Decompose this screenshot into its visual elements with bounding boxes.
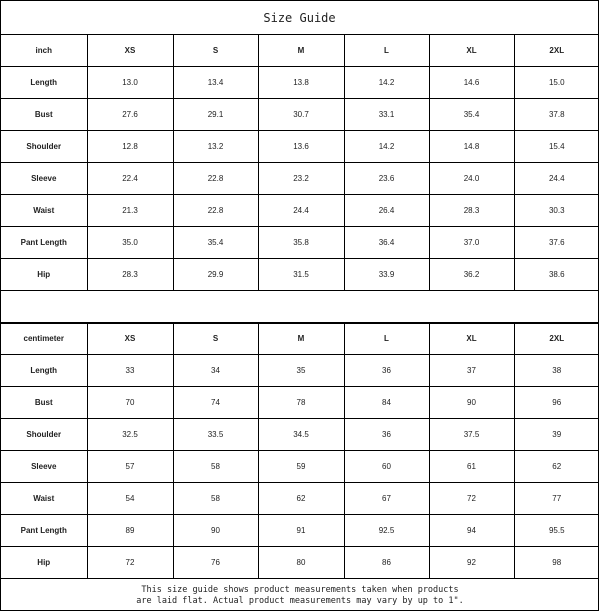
measurement-cell: 74 [173,387,258,419]
measurement-cell: 35.8 [258,227,344,259]
measurement-cell: 35.4 [173,227,258,259]
row-label: Waist [1,483,87,515]
note-line-1: This size guide shows product measurements taken when products [141,584,459,595]
measurement-cell: 39 [514,419,599,451]
measurement-cell: 28.3 [87,259,173,291]
row-label: Length [1,355,87,387]
table-separator [1,290,599,324]
measurement-cell: 13.2 [173,131,258,163]
size-header: L [344,323,429,355]
measurement-cell: 96 [514,387,599,419]
measurement-cell: 14.2 [344,67,429,99]
size-header: 2XL [514,35,599,67]
size-header: L [344,35,429,67]
row-label: Sleeve [1,163,87,195]
measurement-cell: 33 [87,355,173,387]
table-row [1,259,599,291]
measurement-cell: 29.1 [173,99,258,131]
measurement-cell: 78 [258,387,344,419]
size-header: XL [429,35,514,67]
row-label: Waist [1,195,87,227]
measurement-cell: 35 [258,355,344,387]
measurement-cell: 89 [87,515,173,547]
measurement-cell: 22.8 [173,163,258,195]
measurement-cell: 90 [429,387,514,419]
measurement-cell: 67 [344,483,429,515]
measurement-cell: 28.3 [429,195,514,227]
size-header: XS [87,35,173,67]
measurement-cell: 23.2 [258,163,344,195]
row-label: Shoulder [1,131,87,163]
measurement-cell: 12.8 [87,131,173,163]
measurement-cell: 24.4 [258,195,344,227]
measurement-cell: 70 [87,387,173,419]
size-header: XS [87,323,173,355]
measurement-cell: 24.4 [514,163,599,195]
measurement-cell: 34.5 [258,419,344,451]
measurement-cell: 37.6 [514,227,599,259]
measurement-cell: 86 [344,547,429,579]
measurement-cell: 94 [429,515,514,547]
measurement-cell: 24.0 [429,163,514,195]
measurement-cell: 36.2 [429,259,514,291]
table-row [1,451,599,483]
measurement-cell: 15.0 [514,67,599,99]
table-header-row [1,35,599,67]
row-label: Shoulder [1,419,87,451]
measurement-cell: 84 [344,387,429,419]
table-row [1,419,599,451]
measurement-cell: 37.8 [514,99,599,131]
measurement-cell: 92.5 [344,515,429,547]
row-label: Bust [1,99,87,131]
measurement-cell: 13.4 [173,67,258,99]
table-row [1,547,599,579]
measurement-cell: 77 [514,483,599,515]
table-row [1,227,599,259]
measurement-cell: 15.4 [514,131,599,163]
measurement-cell: 58 [173,451,258,483]
measurement-cell: 59 [258,451,344,483]
measurement-cell: 36 [344,419,429,451]
size-header: S [173,35,258,67]
measurement-cell: 37.5 [429,419,514,451]
measurement-cell: 91 [258,515,344,547]
measurement-cell: 29.9 [173,259,258,291]
measurement-cell: 33.5 [173,419,258,451]
measurement-cell: 61 [429,451,514,483]
measurement-cell: 72 [87,547,173,579]
measurement-cell: 80 [258,547,344,579]
table-row [1,99,599,131]
measurement-cell: 54 [87,483,173,515]
centimeter-size-table [1,322,599,579]
measurement-cell: 62 [258,483,344,515]
measurement-note [1,579,599,612]
inch-size-table [1,34,599,291]
measurement-cell: 14.6 [429,67,514,99]
table-row [1,131,599,163]
table-row [1,355,599,387]
measurement-cell: 98 [514,547,599,579]
size-header: S [173,323,258,355]
note-line-2: are laid flat. Actual product measurements may vary by up to 1". [136,595,464,606]
row-label: Pant Length [1,227,87,259]
table-header-row [1,323,599,355]
table-row [1,483,599,515]
table-row [1,387,599,419]
measurement-cell: 36 [344,355,429,387]
size-header: M [258,323,344,355]
measurement-cell: 32.5 [87,419,173,451]
measurement-cell: 35.4 [429,99,514,131]
table-row [1,195,599,227]
measurement-cell: 21.3 [87,195,173,227]
measurement-cell: 38.6 [514,259,599,291]
table-row [1,163,599,195]
measurement-cell: 35.0 [87,227,173,259]
row-label: Sleeve [1,451,87,483]
table-row [1,515,599,547]
row-label: Pant Length [1,515,87,547]
measurement-cell: 33.9 [344,259,429,291]
measurement-cell: 92 [429,547,514,579]
measurement-cell: 36.4 [344,227,429,259]
measurement-cell: 22.8 [173,195,258,227]
measurement-cell: 27.6 [87,99,173,131]
measurement-cell: 76 [173,547,258,579]
measurement-cell: 26.4 [344,195,429,227]
size-header: XL [429,323,514,355]
measurement-cell: 57 [87,451,173,483]
measurement-cell: 22.4 [87,163,173,195]
measurement-cell: 37.0 [429,227,514,259]
measurement-cell: 13.6 [258,131,344,163]
row-label: Length [1,67,87,99]
measurement-cell: 58 [173,483,258,515]
measurement-cell: 37 [429,355,514,387]
measurement-cell: 95.5 [514,515,599,547]
size-header: M [258,35,344,67]
unit-header: centimeter [1,323,87,355]
measurement-cell: 13.8 [258,67,344,99]
measurement-cell: 90 [173,515,258,547]
measurement-cell: 23.6 [344,163,429,195]
unit-header: inch [1,35,87,67]
measurement-cell: 34 [173,355,258,387]
measurement-cell: 38 [514,355,599,387]
measurement-cell: 33.1 [344,99,429,131]
size-header: 2XL [514,323,599,355]
row-label: Hip [1,259,87,291]
measurement-cell: 62 [514,451,599,483]
measurement-cell: 60 [344,451,429,483]
table-row [1,67,599,99]
page-title: Size Guide [1,1,598,35]
measurement-cell: 14.2 [344,131,429,163]
row-label: Bust [1,387,87,419]
measurement-cell: 13.0 [87,67,173,99]
measurement-cell: 30.7 [258,99,344,131]
measurement-cell: 31.5 [258,259,344,291]
measurement-cell: 72 [429,483,514,515]
measurement-cell: 14.8 [429,131,514,163]
measurement-cell: 30.3 [514,195,599,227]
row-label: Hip [1,547,87,579]
